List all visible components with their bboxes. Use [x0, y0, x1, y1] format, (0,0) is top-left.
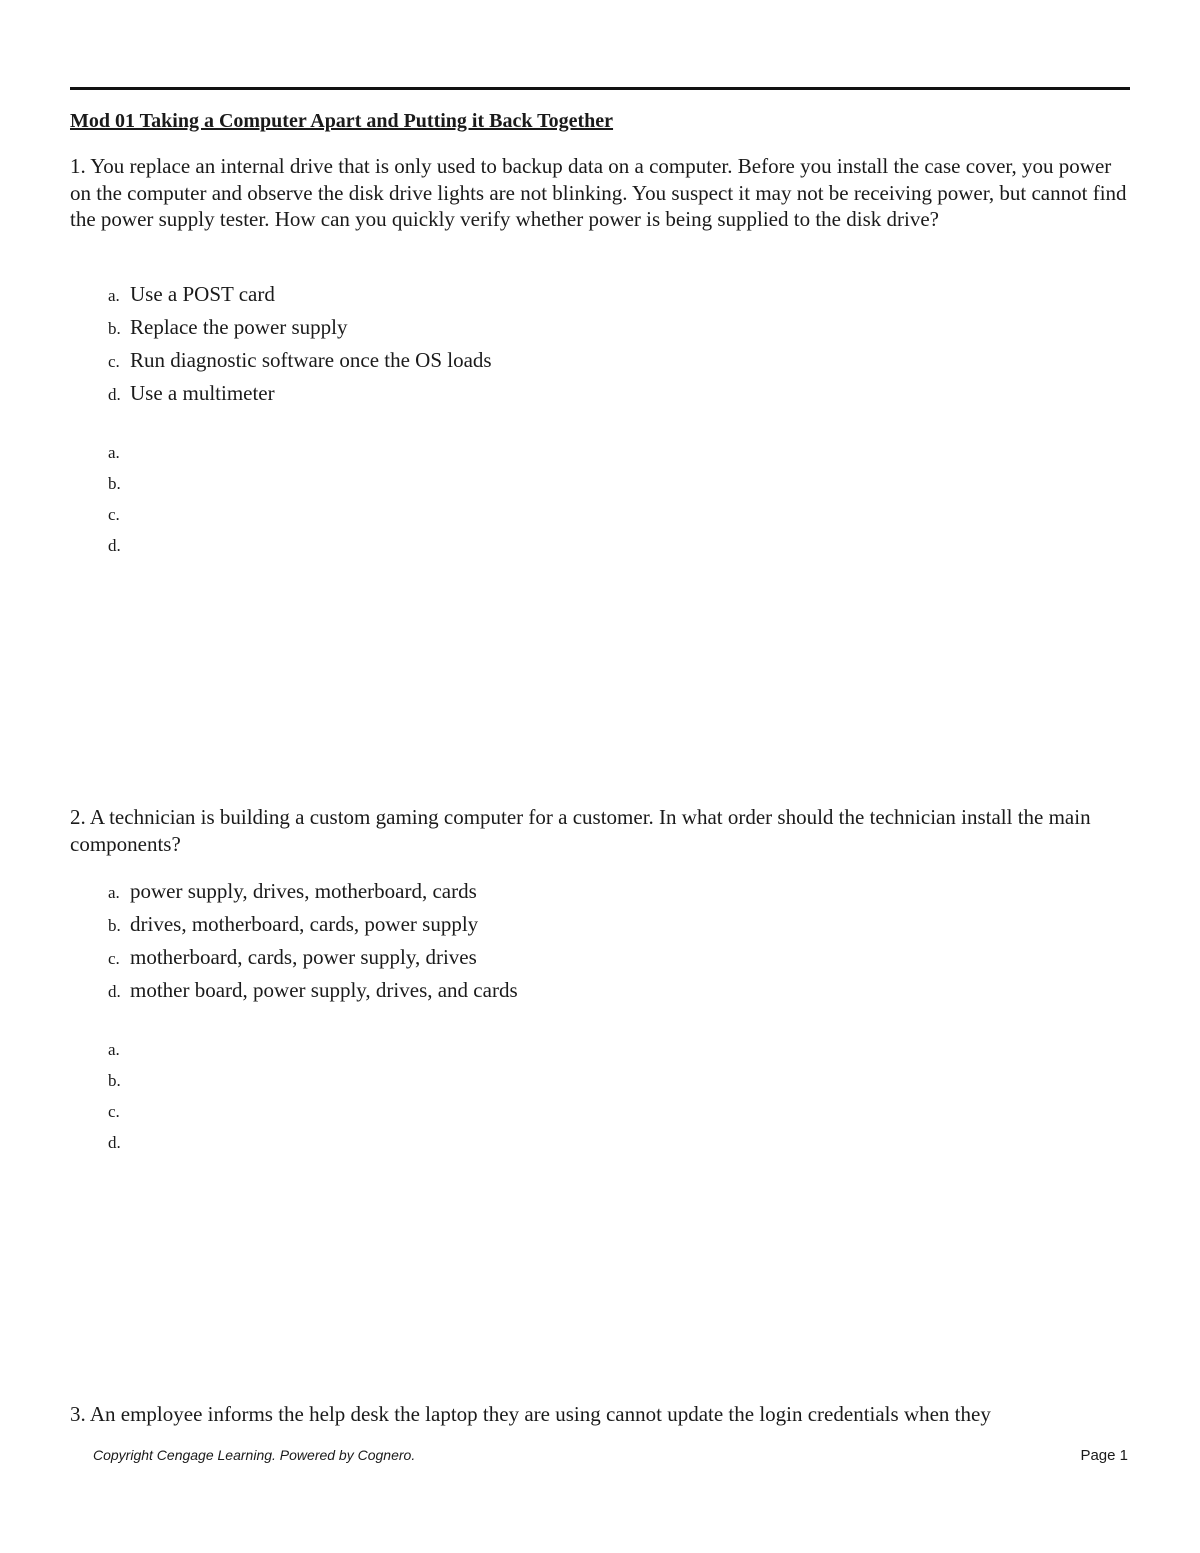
choice-letter: d. [108, 982, 121, 1001]
choice-item [108, 377, 492, 410]
answer-option[interactable]: a. [108, 443, 120, 462]
choice-letter: a. [108, 286, 120, 305]
choice-letter: b. [108, 319, 121, 338]
question-2-choices [108, 875, 518, 1007]
choice-text: drives, motherboard, cards, power supply [130, 912, 479, 936]
choice-item [108, 278, 492, 311]
question-1-text: 1. You replace an internal drive that is only used to backup data on a computer. Before you install the case cover, you power on the computer and observe the disk drive lights are not blinking. You suspect it may not be receiving power, but cannot find the power supply tester. How can you quickly verify whether power is being supplied to the disk drive? [70, 154, 1127, 231]
choice-text: motherboard, cards, power supply, drives [130, 945, 477, 969]
question-2-text: 2. A technician is building a custom gaming computer for a customer. In what order should the technician install the main components? [70, 805, 1091, 856]
header-rule [70, 87, 1130, 90]
question-1-answer-options [108, 437, 121, 561]
choice-text: Use a multimeter [130, 381, 275, 405]
choice-text: Use a POST card [130, 282, 275, 306]
choice-item [108, 908, 518, 941]
module-title: Mod 01 Taking a Computer Apart and Putting it Back Together [70, 110, 614, 132]
choice-letter: d. [108, 385, 121, 404]
answer-option[interactable]: c. [108, 505, 120, 524]
choice-item [108, 974, 518, 1007]
answer-option[interactable]: c. [108, 1102, 120, 1121]
choice-text: power supply, drives, motherboard, cards [130, 879, 477, 903]
choice-letter: c. [108, 352, 120, 371]
answer-option[interactable]: d. [108, 1133, 121, 1152]
choice-text: Replace the power supply [130, 315, 348, 339]
footer-copyright: Copyright Cengage Learning. Powered by Cognero. [93, 1447, 416, 1463]
answer-option[interactable]: b. [108, 1071, 121, 1090]
answer-option[interactable]: b. [108, 474, 121, 493]
choice-item [108, 311, 492, 344]
choice-text: mother board, power supply, drives, and cards [130, 978, 518, 1002]
question-2-answer-options [108, 1034, 121, 1158]
choice-item [108, 941, 518, 974]
question-3-text: 3. An employee informs the help desk the laptop they are using cannot update the login credentials when they [70, 1402, 991, 1426]
choice-text: Run diagnostic software once the OS loads [130, 348, 492, 372]
choice-item [108, 344, 492, 377]
answer-option[interactable]: d. [108, 536, 121, 555]
choice-letter: c. [108, 949, 120, 968]
footer-page-number: Page 1 [1080, 1447, 1128, 1464]
choice-item [108, 875, 518, 908]
answer-option[interactable]: a. [108, 1040, 120, 1059]
question-1-choices [108, 278, 492, 410]
choice-letter: b. [108, 916, 121, 935]
choice-letter: a. [108, 883, 120, 902]
